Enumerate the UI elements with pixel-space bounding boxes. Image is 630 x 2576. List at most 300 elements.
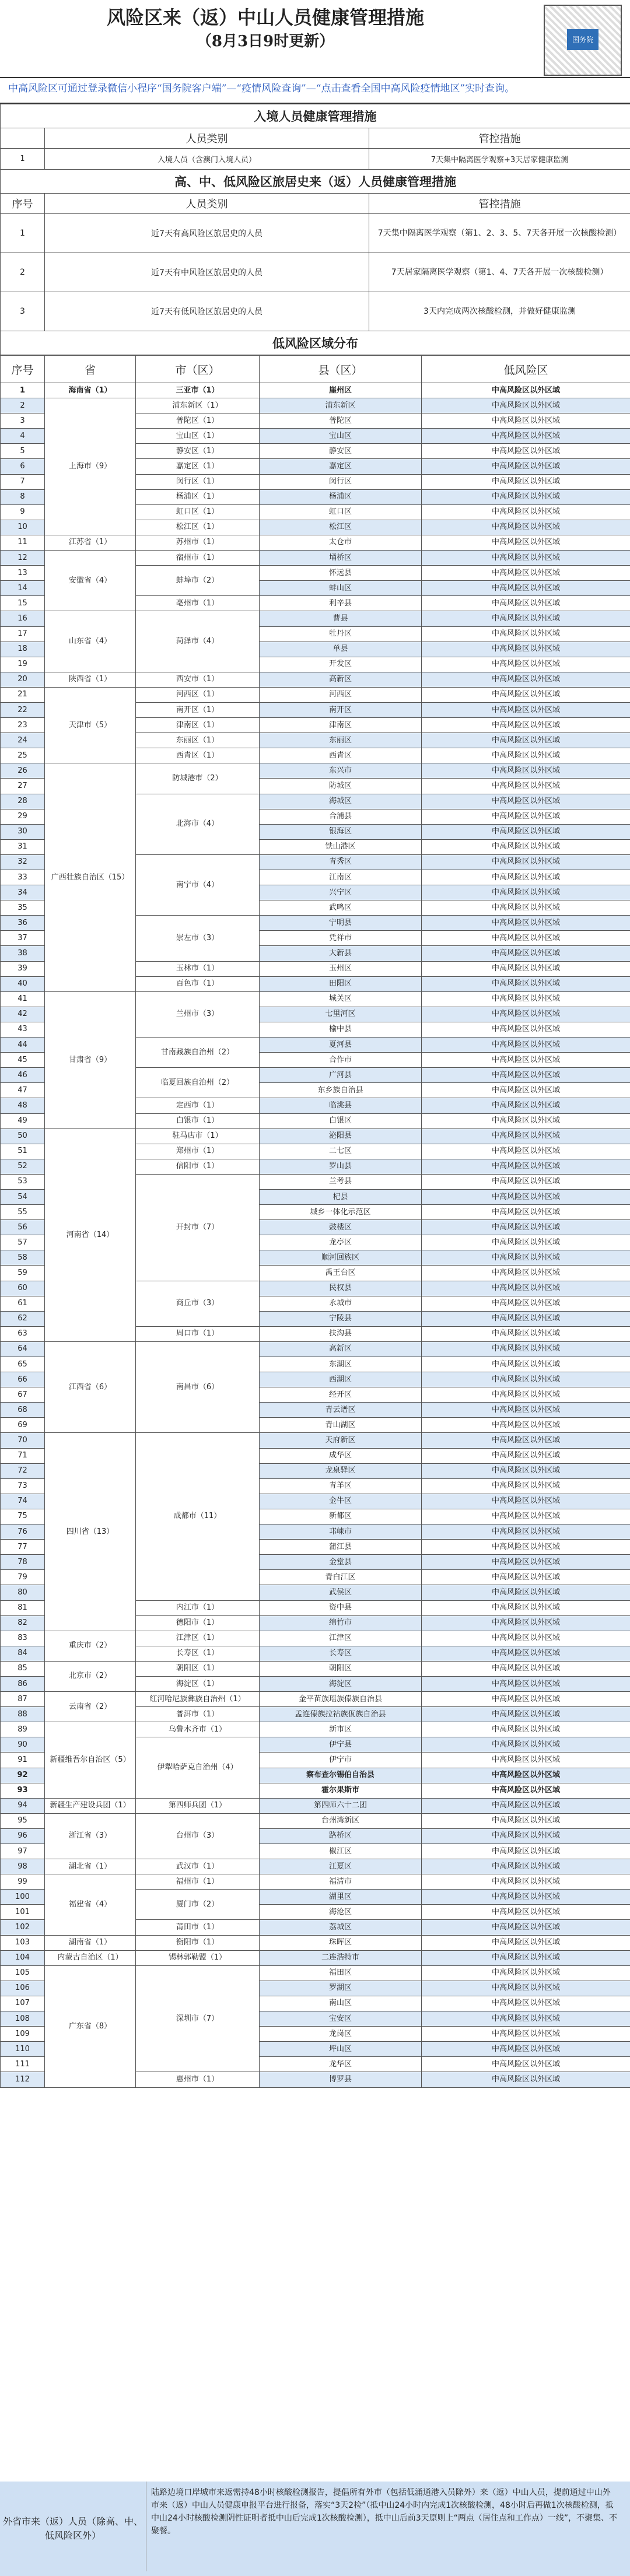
low-risk-area: 中高风险区以外区域 (422, 1372, 630, 1387)
low-risk-area: 中高风险区以外区域 (422, 794, 630, 809)
low-risk-area: 中高风险区以外区域 (422, 1448, 630, 1463)
row-no: 89 (1, 1722, 45, 1737)
row-no: 27 (1, 779, 45, 794)
low-risk-area: 中高风险区以外区域 (422, 520, 630, 535)
county: 静安区 (260, 444, 422, 459)
inbound-row-cat: 入境人员（含澳门入境人员） (45, 149, 369, 170)
low-risk-area: 中高风险区以外区域 (422, 566, 630, 581)
low-risk-area: 中高风险区以外区域 (422, 1874, 630, 1890)
low-risk-area: 中高风险区以外区域 (422, 1753, 630, 1768)
county: 新都区 (260, 1509, 422, 1524)
county: 湖里区 (260, 1890, 422, 1905)
risk-row-cat: 近7天有中风险区旅居史的人员 (45, 253, 369, 292)
update-time: （8月3日9时更新） (196, 33, 335, 50)
row-no: 29 (1, 809, 45, 824)
county: 宁陵县 (260, 1311, 422, 1326)
city: 郑州市（1） (136, 1144, 260, 1159)
inbound-table (0, 104, 630, 355)
low-risk-area: 中高风险区以外区域 (422, 1022, 630, 1037)
row-no: 79 (1, 1570, 45, 1585)
low-risk-area: 中高风险区以外区域 (422, 1737, 630, 1753)
low-risk-area: 中高风险区以外区域 (422, 779, 630, 794)
risk-title: 高、中、低风险区旅居史来（返）人员健康管理措施 (1, 170, 630, 194)
low-risk-area: 中高风险区以外区域 (422, 504, 630, 520)
low-risk-area: 中高风险区以外区域 (422, 976, 630, 991)
province: 陕西省（1） (45, 672, 136, 687)
city: 津南区（1） (136, 718, 260, 733)
table-row (1, 991, 630, 1007)
province: 北京市（2） (45, 1661, 136, 1691)
row-no: 53 (1, 1174, 45, 1189)
row-no: 47 (1, 1083, 45, 1098)
low-risk-area: 中高风险区以外区域 (422, 1920, 630, 1935)
low-risk-area: 中高风险区以外区域 (422, 1692, 630, 1707)
table-row (1, 535, 630, 550)
low-risk-area: 中高风险区以外区域 (422, 824, 630, 839)
low-risk-area: 中高风险区以外区域 (422, 1387, 630, 1403)
county: 孟连傣族拉祜族佤族自治县 (260, 1707, 422, 1722)
county: 蒲江县 (260, 1540, 422, 1555)
city: 信阳市（1） (136, 1159, 260, 1174)
table-row (1, 1798, 630, 1813)
county: 南开区 (260, 702, 422, 717)
county: 资中县 (260, 1600, 422, 1615)
row-no: 52 (1, 1159, 45, 1174)
row-no: 63 (1, 1326, 45, 1341)
province: 湖北省（1） (45, 1859, 136, 1874)
inbound-title: 入境人员健康管理措施 (1, 104, 630, 128)
low-risk-area: 中高风险区以外区域 (422, 961, 630, 976)
row-no: 102 (1, 1920, 45, 1935)
low-risk-area: 中高风险区以外区域 (422, 1615, 630, 1631)
city: 莆田市（1） (136, 1920, 260, 1935)
row-no: 93 (1, 1783, 45, 1798)
city: 红河哈尼族彝族自治州（1） (136, 1692, 260, 1707)
low-risk-area: 中高风险区以外区域 (422, 809, 630, 824)
low-risk-area: 中高风险区以外区域 (422, 1418, 630, 1433)
low-risk-area: 中高风险区以外区域 (422, 2027, 630, 2042)
low-risk-area: 中高风险区以外区域 (422, 535, 630, 550)
county: 察布查尔锡伯自治县 (260, 1768, 422, 1783)
row-no: 51 (1, 1144, 45, 1159)
row-no: 84 (1, 1646, 45, 1661)
low-risk-area: 中高风险区以外区域 (422, 1144, 630, 1159)
county: 太仓市 (260, 535, 422, 550)
row-no: 86 (1, 1676, 45, 1691)
row-no: 46 (1, 1068, 45, 1083)
row-no: 101 (1, 1905, 45, 1920)
notice-text: 中高风险区可通过登录微信小程序“国务院客户端”—“疫情风险查询”—“点击查看全国中高风险疫情地区”实时查询。 (0, 78, 630, 104)
city: 福州市（1） (136, 1874, 260, 1890)
low-risk-area: 中高风险区以外区域 (422, 1524, 630, 1540)
county: 禹王台区 (260, 1266, 422, 1281)
low-risk-area: 中高风险区以外区域 (422, 763, 630, 779)
row-no: 90 (1, 1737, 45, 1753)
col-header-no: 序号 (1, 356, 45, 383)
row-no: 92 (1, 1768, 45, 1783)
row-no: 58 (1, 1250, 45, 1266)
county: 防城区 (260, 779, 422, 794)
row-no: 99 (1, 1874, 45, 1890)
county: 东乡族自治县 (260, 1083, 422, 1098)
risk-row-measure: 7天集中隔离医学观察（第1、2、3、5、7天各开展一次核酸检测） (369, 214, 630, 253)
county: 龙泉驿区 (260, 1463, 422, 1478)
county: 罗湖区 (260, 1981, 422, 1996)
county: 西湖区 (260, 1372, 422, 1387)
low-risk-area: 中高风险区以外区域 (422, 551, 630, 566)
row-no: 39 (1, 961, 45, 976)
table-row (1, 1950, 630, 1965)
inbound-measure-header: 管控措施 (369, 128, 630, 149)
row-no: 35 (1, 900, 45, 916)
row-no: 48 (1, 1098, 45, 1113)
table-row (1, 1965, 630, 1981)
row-no: 37 (1, 931, 45, 946)
county: 民权县 (260, 1281, 422, 1296)
county: 榆中县 (260, 1022, 422, 1037)
county: 海沧区 (260, 1905, 422, 1920)
province: 云南省（2） (45, 1692, 136, 1722)
low-risk-area: 中高风险区以外区域 (422, 444, 630, 459)
city: 内江市（1） (136, 1600, 260, 1615)
county: 合浦县 (260, 809, 422, 824)
city: 虹口区（1） (136, 504, 260, 520)
low-risk-area: 中高风险区以外区域 (422, 429, 630, 444)
low-risk-area: 中高风险区以外区域 (422, 900, 630, 916)
low-risk-area: 中高风险区以外区域 (422, 946, 630, 961)
county: 武鸣区 (260, 900, 422, 916)
province: 山东省（4） (45, 611, 136, 672)
row-no: 94 (1, 1798, 45, 1813)
county: 宝山区 (260, 429, 422, 444)
qr-badge-logo: 国务院 (567, 29, 598, 50)
county: 普陀区 (260, 413, 422, 429)
row-no: 4 (1, 429, 45, 444)
low-risk-area: 中高风险区以外区域 (422, 1509, 630, 1524)
county: 银海区 (260, 824, 422, 839)
low-risk-area: 中高风险区以外区域 (422, 1128, 630, 1144)
inbound-row-measure: 7天集中隔离医学观察+3天居家健康监测 (369, 149, 630, 170)
row-no: 40 (1, 976, 45, 991)
row-no: 45 (1, 1053, 45, 1068)
county: 福田区 (260, 1965, 422, 1981)
footer-box (0, 2482, 630, 2576)
county: 田阳区 (260, 976, 422, 991)
row-no: 41 (1, 991, 45, 1007)
county: 新市区 (260, 1722, 422, 1737)
low-risk-area: 中高风险区以外区域 (422, 1341, 630, 1357)
low-risk-area: 中高风险区以外区域 (422, 1296, 630, 1311)
city: 南开区（1） (136, 702, 260, 717)
county: 扶沟县 (260, 1326, 422, 1341)
county: 龙亭区 (260, 1235, 422, 1250)
low-risk-area: 中高风险区以外区域 (422, 1798, 630, 1813)
county: 绵竹市 (260, 1615, 422, 1631)
col-header-county: 县（区） (260, 356, 422, 383)
row-no: 112 (1, 2072, 45, 2087)
low-risk-area: 中高风险区以外区域 (422, 1266, 630, 1281)
low-risk-area: 中高风险区以外区域 (422, 1174, 630, 1189)
city: 伊犁哈萨克自治州（4） (136, 1737, 260, 1798)
table-row (1, 1813, 630, 1828)
row-no: 80 (1, 1585, 45, 1600)
city: 北海市（4） (136, 794, 260, 854)
county: 经开区 (260, 1387, 422, 1403)
city: 浦东新区（1） (136, 398, 260, 413)
risk-measure-header: 管控措施 (369, 194, 630, 214)
low-risk-area: 中高风险区以外区域 (422, 1722, 630, 1737)
low-risk-table (0, 355, 630, 2088)
row-no: 23 (1, 718, 45, 733)
low-risk-area: 中高风险区以外区域 (422, 1646, 630, 1661)
row-no: 109 (1, 2027, 45, 2042)
row-no: 76 (1, 1524, 45, 1540)
province: 上海市（9） (45, 398, 136, 535)
county: 单县 (260, 642, 422, 657)
city: 江津区（1） (136, 1631, 260, 1646)
low-risk-area: 中高风险区以外区域 (422, 1844, 630, 1859)
county: 龙华区 (260, 2057, 422, 2072)
low-risk-area: 中高风险区以外区域 (422, 1326, 630, 1341)
low-risk-area: 中高风险区以外区域 (422, 489, 630, 504)
county: 邛崃市 (260, 1524, 422, 1540)
county: 西青区 (260, 748, 422, 763)
county: 朝阳区 (260, 1661, 422, 1676)
low-risk-area: 中高风险区以外区域 (422, 854, 630, 870)
low-risk-area: 中高风险区以外区域 (422, 611, 630, 626)
table-row (1, 1692, 630, 1707)
province: 江苏省（1） (45, 535, 136, 550)
table-row (1, 551, 630, 566)
row-no: 106 (1, 1981, 45, 1996)
row-no: 68 (1, 1403, 45, 1418)
row-no: 10 (1, 520, 45, 535)
row-no: 98 (1, 1859, 45, 1874)
row-no: 49 (1, 1113, 45, 1128)
row-no: 6 (1, 459, 45, 474)
city: 亳州市（1） (136, 596, 260, 611)
row-no: 87 (1, 1692, 45, 1707)
low-risk-area: 中高风险区以外区域 (422, 383, 630, 398)
low-risk-area: 中高风险区以外区域 (422, 839, 630, 854)
province: 浙江省（3） (45, 1813, 136, 1859)
city: 锡林郭勒盟（1） (136, 1950, 260, 1965)
table-row (1, 1859, 630, 1874)
county: 海城区 (260, 794, 422, 809)
row-no: 75 (1, 1509, 45, 1524)
county: 东丽区 (260, 733, 422, 748)
low-risk-area: 中高风险区以外区域 (422, 1676, 630, 1691)
row-no: 5 (1, 444, 45, 459)
county: 七里河区 (260, 1007, 422, 1022)
county: 城乡一体化示范区 (260, 1205, 422, 1220)
low-risk-area: 中高风险区以外区域 (422, 474, 630, 489)
low-risk-area: 中高风险区以外区域 (422, 657, 630, 672)
province: 广西壮族自治区（15） (45, 763, 136, 991)
county: 二七区 (260, 1144, 422, 1159)
row-no: 96 (1, 1828, 45, 1843)
county: 兴宁区 (260, 885, 422, 900)
county: 合作市 (260, 1053, 422, 1068)
low-risk-area: 中高风险区以外区域 (422, 1311, 630, 1326)
county: 伊宁县 (260, 1737, 422, 1753)
row-no: 9 (1, 504, 45, 520)
city: 闵行区（1） (136, 474, 260, 489)
low-risk-area: 中高风险区以外区域 (422, 1859, 630, 1874)
low-risk-area: 中高风险区以外区域 (422, 870, 630, 885)
county: 台州湾新区 (260, 1813, 422, 1828)
low-risk-area: 中高风险区以外区域 (422, 991, 630, 1007)
city: 蚌埠市（2） (136, 566, 260, 596)
inbound-no-header (1, 128, 45, 149)
city: 松江区（1） (136, 520, 260, 535)
city: 嘉定区（1） (136, 459, 260, 474)
city: 普陀区（1） (136, 413, 260, 429)
county: 临洮县 (260, 1098, 422, 1113)
county: 高新区 (260, 1341, 422, 1357)
low-risk-title: 低风险区域分布 (1, 331, 630, 355)
city: 三亚市（1） (136, 383, 260, 398)
low-risk-area: 中高风险区以外区域 (422, 1707, 630, 1722)
table-row (1, 1128, 630, 1144)
low-risk-area: 中高风险区以外区域 (422, 1205, 630, 1220)
county: 霍尔果斯市 (260, 1783, 422, 1798)
low-risk-area: 中高风险区以外区域 (422, 1905, 630, 1920)
low-risk-area: 中高风险区以外区域 (422, 1159, 630, 1174)
table-row (1, 398, 630, 413)
row-no: 38 (1, 946, 45, 961)
county: 崖州区 (260, 383, 422, 398)
row-no: 54 (1, 1189, 45, 1204)
row-no: 62 (1, 1311, 45, 1326)
county: 杨浦区 (260, 489, 422, 504)
city: 德阳市（1） (136, 1615, 260, 1631)
city: 成都市（11） (136, 1433, 260, 1600)
low-risk-area: 中高风险区以外区域 (422, 413, 630, 429)
row-no: 55 (1, 1205, 45, 1220)
risk-row-no: 2 (1, 253, 45, 292)
row-no: 107 (1, 1996, 45, 2011)
county: 利辛县 (260, 596, 422, 611)
row-no: 97 (1, 1844, 45, 1859)
city: 衡阳市（1） (136, 1935, 260, 1950)
county: 青白江区 (260, 1570, 422, 1585)
county: 虹口区 (260, 504, 422, 520)
county: 凭祥市 (260, 931, 422, 946)
low-risk-area: 中高风险区以外区域 (422, 1540, 630, 1555)
row-no: 59 (1, 1266, 45, 1281)
row-no: 24 (1, 733, 45, 748)
table-row (1, 1874, 630, 1890)
row-no: 72 (1, 1463, 45, 1478)
row-no: 78 (1, 1555, 45, 1570)
county: 浦东新区 (260, 398, 422, 413)
county: 津南区 (260, 718, 422, 733)
row-no: 108 (1, 2011, 45, 2027)
row-no: 70 (1, 1433, 45, 1448)
province: 安徽省（4） (45, 551, 136, 611)
city: 南昌市（6） (136, 1341, 260, 1433)
low-risk-area: 中高风险区以外区域 (422, 1783, 630, 1798)
county: 夏河县 (260, 1038, 422, 1053)
row-no: 15 (1, 596, 45, 611)
county: 松江区 (260, 520, 422, 535)
city: 台州市（3） (136, 1813, 260, 1859)
low-risk-area: 中高风险区以外区域 (422, 1463, 630, 1478)
row-no: 17 (1, 626, 45, 642)
row-no: 82 (1, 1615, 45, 1631)
county: 金牛区 (260, 1494, 422, 1509)
low-risk-area: 中高风险区以外区域 (422, 916, 630, 931)
county: 荔城区 (260, 1920, 422, 1935)
row-no: 25 (1, 748, 45, 763)
low-risk-area: 中高风险区以外区域 (422, 1570, 630, 1585)
row-no: 103 (1, 1935, 45, 1950)
footer-text: 陆路边境口岸城市来返需持48小时核酸检测报告，提倡所有外市（包括低涌通港入员除外）来（返）中山人员，提前通过中山外市来（返）中山人员健康申报平台进行报备，落实“3天2检”（抵中山24小时内完成1次核酸检测，48小时后再做1次核酸检测，抵中山24小时核酸检测阴性证明者抵中山后完成1次核酸检测），抵中山后前3天原则上“两点（居住点和工作点）一线”，不聚集、不聚餐。 (146, 2482, 624, 2571)
province: 甘肃省（9） (45, 991, 136, 1128)
row-no: 64 (1, 1341, 45, 1357)
qr-code[interactable] (544, 5, 622, 76)
city: 崇左市（3） (136, 916, 260, 961)
city: 海淀区（1） (136, 1676, 260, 1691)
low-risk-area: 中高风险区以外区域 (422, 1281, 630, 1296)
county: 闵行区 (260, 474, 422, 489)
low-risk-area: 中高风险区以外区域 (422, 733, 630, 748)
row-no: 105 (1, 1965, 45, 1981)
county: 永城市 (260, 1296, 422, 1311)
city: 南宁市（4） (136, 854, 260, 915)
province: 内蒙古自治区（1） (45, 1950, 136, 1965)
row-no: 11 (1, 535, 45, 550)
row-no: 1 (1, 383, 45, 398)
county: 罗山县 (260, 1159, 422, 1174)
city: 宿州市（1） (136, 551, 260, 566)
county: 曹县 (260, 611, 422, 626)
row-no: 60 (1, 1281, 45, 1296)
county: 第四师六十二团 (260, 1798, 422, 1813)
city: 武汉市（1） (136, 1859, 260, 1874)
city: 菏泽市（4） (136, 611, 260, 672)
low-risk-area: 中高风险区以外区域 (422, 1403, 630, 1418)
city: 苏州市（1） (136, 535, 260, 550)
city: 乌鲁木齐市（1） (136, 1722, 260, 1737)
county: 兰考县 (260, 1174, 422, 1189)
table-row (1, 1722, 630, 1737)
row-no: 73 (1, 1478, 45, 1494)
low-risk-area: 中高风险区以外区域 (422, 1220, 630, 1235)
city: 长寿区（1） (136, 1646, 260, 1661)
city: 甘南藏族自治州（2） (136, 1038, 260, 1068)
province: 天津市（5） (45, 687, 136, 763)
low-risk-area: 中高风险区以外区域 (422, 1250, 630, 1266)
row-no: 31 (1, 839, 45, 854)
table-row (1, 1341, 630, 1357)
row-no: 74 (1, 1494, 45, 1509)
row-no: 66 (1, 1372, 45, 1387)
county: 东湖区 (260, 1357, 422, 1372)
row-no: 14 (1, 581, 45, 596)
county: 天府新区 (260, 1433, 422, 1448)
city: 厦门市（2） (136, 1890, 260, 1920)
county: 金平苗族瑶族傣族自治县 (260, 1692, 422, 1707)
low-risk-area: 中高风险区以外区域 (422, 1235, 630, 1250)
low-risk-area: 中高风险区以外区域 (422, 931, 630, 946)
city: 防城港市（2） (136, 763, 260, 794)
low-risk-area: 中高风险区以外区域 (422, 642, 630, 657)
county: 二连浩特市 (260, 1950, 422, 1965)
low-risk-area: 中高风险区以外区域 (422, 1068, 630, 1083)
county: 青羊区 (260, 1478, 422, 1494)
